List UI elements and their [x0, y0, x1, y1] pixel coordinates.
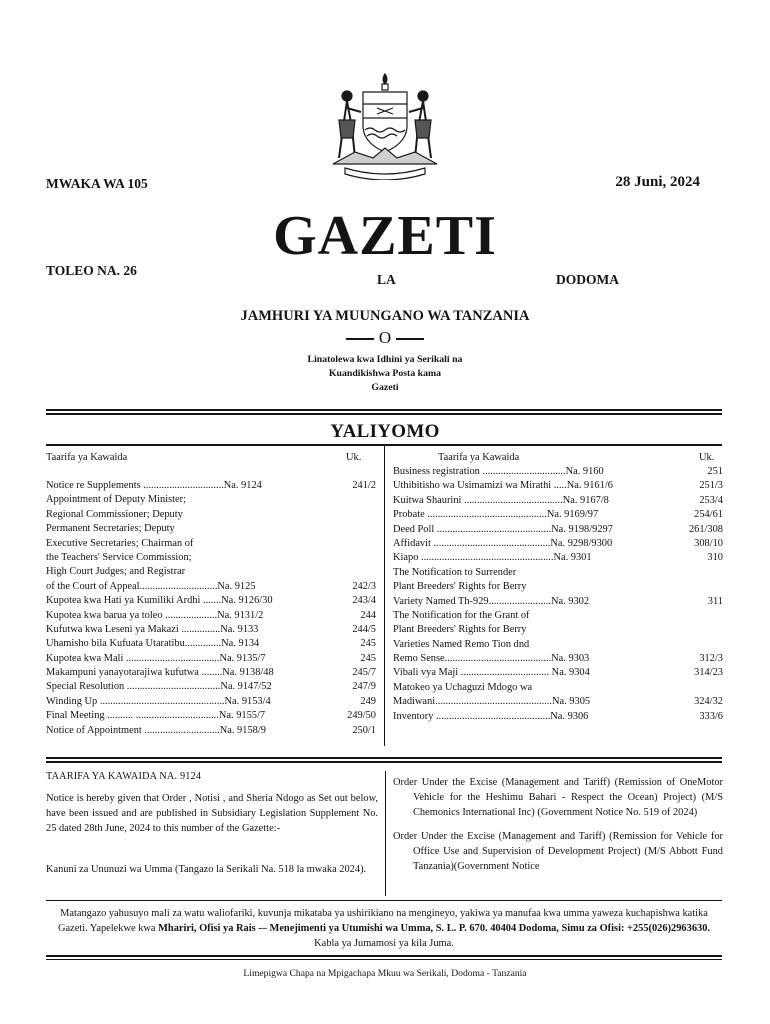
contents-entry-page: 250/1	[352, 724, 376, 736]
contents-entry-title: Remo Sense.........................................Na. 9303	[393, 653, 590, 665]
contents-entry	[393, 609, 723, 623]
contents-entry-page: 245	[360, 638, 376, 650]
contents-entry-title: Probate ..............................................Na. 9169/97	[393, 509, 599, 521]
contents-entry-title: The Notification for the Grant of	[393, 609, 530, 621]
contents-entry-page: 241/2	[352, 480, 376, 491]
contents-entry	[46, 479, 376, 493]
contents-entry-page: 254/61	[694, 509, 723, 521]
contents-entry	[46, 680, 376, 694]
left-column-page-header: Uk.	[346, 452, 362, 463]
contents-entry-title: Kupotea kwa Mali ....................................Na. 9135/7	[46, 652, 266, 664]
contents-entry-title: Notice of Appointment .............................Na. 9158/9	[46, 724, 266, 736]
contents-entry-title: Affidavit .............................................Na. 9298/9300	[393, 537, 613, 549]
footer-contact: Mhariri, Ofisi ya Rais -– Menejimenti ya Utumishi wa Umma, S. L. P. 670. 40404 Dodoma, Simu za Ofisi: +255(026)2963630.	[158, 923, 710, 934]
contents-entry-page: 311	[707, 595, 723, 607]
contents-entry-title: Special Resolution ....................................Na. 9147/52	[46, 681, 272, 693]
volume-year: MWAKA WA 105	[46, 176, 148, 191]
contents-entry	[46, 537, 376, 551]
contents-bottom-divider	[46, 757, 722, 759]
footer-divider	[46, 900, 722, 901]
notice-heading: TAARIFA YA KAWAIDA NA. 9124	[46, 771, 202, 782]
footer-notice-deadline: Kabla ya Jumamosi ya kila Juma.	[314, 938, 454, 949]
contents-entry-title: Varieties Named Remo Tion dnd	[393, 638, 530, 650]
contents-entry	[46, 724, 376, 738]
contents-entry	[46, 493, 376, 507]
contents-heading: YALIYOMO	[330, 421, 440, 442]
contents-entry-page: 244/5	[352, 623, 376, 635]
contents-entry-page: 245/7	[352, 667, 376, 679]
contents-entry-page: 243/4	[352, 595, 376, 607]
contents-entry-title: Vibali vya Maji .................................. Na. 9304	[393, 667, 590, 679]
contents-entry-title: Kufutwa kwa Leseni ya Makazi ...............Na. 9133	[46, 623, 259, 635]
contents-entry	[393, 595, 723, 609]
contents-entry-title: Regional Commissioner; Deputy	[46, 508, 183, 520]
orders-list	[393, 775, 723, 883]
registration-line: Gazeti	[371, 382, 399, 393]
contents-entry	[46, 594, 376, 608]
contents-entry-page: 308/10	[694, 537, 723, 549]
contents-entry	[46, 652, 376, 666]
contents-entry-title: of the Court of Appeal..............................Na. 9125	[46, 580, 256, 592]
ornament-letter: O	[378, 328, 392, 347]
contents-entry-page: 244	[360, 609, 376, 621]
footer-notice-text: Matangazo yahusuyo mali za watu waliofariki, kuvunja mikataba ya ushirikiano na mengineyo, yakiwa ya manufaa kwa umma yaweza kuchapishwa katika Gazeti. Yapelekwe kwa	[57, 908, 708, 934]
contents-entry-title: The Notification to Surrender	[393, 566, 517, 578]
registration-line: Kuandikishwa Posta kama	[328, 368, 442, 379]
contents-entry-title: Permanent Secretaries; Deputy	[46, 523, 175, 535]
contents-entry-page: 314/23	[694, 667, 723, 679]
top-divider	[46, 409, 722, 411]
contents-entry-title: Plant Breeders' Rights for Berry	[393, 581, 527, 593]
contents-entry	[46, 580, 376, 594]
contents-entry-page: 251	[707, 466, 723, 477]
contents-entry	[46, 522, 376, 536]
contents-entry-title: Matokeo ya Uchaguzi Mdogo wa	[393, 681, 533, 693]
contents-entry	[393, 695, 723, 709]
issue-date: 28 Juni, 2024	[615, 174, 700, 190]
contents-entry-page: 242/3	[352, 580, 376, 592]
left-column-header: Taarifa ya Kawaida	[46, 452, 128, 463]
contents-entry-page: 333/6	[699, 710, 723, 722]
contents-entry-page: 247/9	[352, 681, 376, 693]
registration-line: Linatolewa kwa Idhini ya Serikali na	[307, 354, 463, 365]
contents-entry	[393, 638, 723, 652]
contents-entry-title: Madiwani.............................................Na. 9305	[393, 696, 591, 708]
contents-entry-page: 245	[360, 652, 376, 664]
publication-place: DODOMA	[556, 272, 619, 287]
order-entry: Order Under the Excise (Management and Tariff) (Remission of OneMotor Vehicle for the Heshimu Bahari - Respect the Ocean) Project) (M/S Chemonics International Inc) (Government Notice No. 519 of 2024)	[393, 777, 723, 818]
coat-of-arms-emblem	[325, 68, 445, 180]
contents-entry-title: Business registration ................................Na. 9160	[393, 466, 604, 477]
right-column-page-header: Uk.	[699, 452, 715, 463]
contents-entry-page: 324/32	[694, 696, 723, 708]
contents-entry-title: Uhamisho bila Kufuata Utaratibu..............Na. 9134	[46, 638, 260, 650]
notice-regulation-item: Kanuni za Ununuzi wa Umma (Tangazo la Serikali Na. 518 la mwaka 2024).	[46, 864, 367, 875]
contents-entry	[393, 580, 723, 594]
contents-entry	[46, 609, 376, 623]
contents-entry	[393, 537, 723, 551]
contents-entry	[393, 566, 723, 580]
registration-statement	[0, 353, 770, 395]
contents-entry	[393, 666, 723, 680]
column-divider	[384, 444, 385, 746]
contents-entry	[393, 494, 723, 508]
contents-entry	[46, 637, 376, 651]
contents-entry	[46, 695, 376, 709]
contents-entry	[46, 623, 376, 637]
notice-body: Notice is hereby given that Order , Notisi , and Sheria Ndogo as Set out below, have been issued and are published in Subsidiary Legislation Supplement No. 25 dated 28th June, 2024 to this number of the Gazette:-	[46, 793, 378, 834]
contents-entry-title: Uthibitisho wa Usimamizi wa Mirathi .....Na. 9161/6	[393, 480, 613, 492]
contents-entry	[393, 465, 723, 479]
contents-entry-page: 249	[360, 695, 376, 707]
contents-list-left	[46, 479, 376, 738]
printer-divider	[46, 955, 722, 957]
contents-entry-page: 251/3	[699, 480, 723, 492]
printer-imprint: Limepigwa Chapa na Mpigachapa Mkuu wa Serikali, Dodoma - Tanzania	[243, 968, 527, 979]
contents-entry-page: 310	[707, 552, 723, 564]
contents-entry-title: High Court Judges; and Registrar	[46, 566, 186, 578]
contents-entry	[393, 551, 723, 565]
contents-entry	[393, 523, 723, 537]
contents-entry	[393, 681, 723, 695]
printer-divider	[46, 959, 722, 960]
contents-entry-title: Kupotea kwa Hati ya Kumiliki Ardhi .......Na. 9126/30	[46, 595, 273, 607]
contents-entry-title: Makampuni yanayotarajiwa kufutwa ........Na. 9138/48	[46, 667, 274, 679]
order-entry: Order Under the Excise (Management and Tariff) (Remission for Vehicle for Office Use and Supervision of Development Project) (M/S Abbott Fund Tanzania)(Government Notice	[393, 831, 723, 872]
contents-entry-title: Deed Poll ............................................Na. 9198/9297	[393, 523, 613, 535]
contents-entry	[46, 666, 376, 680]
contents-entry-title: Plant Breeders' Rights for Berry	[393, 624, 527, 636]
footer-notice	[46, 906, 722, 951]
contents-entry-title: Notice re Supplements ...............................Na. 9124	[46, 480, 262, 491]
contents-entry	[46, 709, 376, 723]
contents-entry	[46, 565, 376, 579]
contents-entry	[393, 623, 723, 637]
contents-bottom-divider	[46, 761, 722, 763]
contents-entry-title: Winding Up ................................................Na. 9153/4	[46, 695, 271, 707]
contents-entry	[393, 652, 723, 666]
contents-entry-title: the Teachers' Service Commission;	[46, 551, 192, 563]
contents-entry-title: Executive Secretaries; Chairman of	[46, 537, 194, 549]
contents-entry	[393, 710, 723, 724]
title-connector: LA	[377, 272, 396, 287]
contents-entry-page: 312/3	[699, 653, 723, 665]
gazette-title: GAZETI	[273, 205, 497, 267]
contents-entry-title: Variety Named Th-929........................Na. 9302	[393, 595, 590, 607]
contents-entry-title: Kuitwa Shaurini ......................................Na. 9167/8	[393, 494, 609, 506]
contents-entry-title: Kupotea kwa barua ya toleo ....................Na. 9131/2	[46, 609, 264, 621]
contents-list-right	[393, 465, 723, 724]
notice-column-divider	[385, 771, 386, 896]
issue-number: TOLEO NA. 26	[46, 263, 137, 278]
contents-entry-title: Kiapo ...................................................Na. 9301	[393, 552, 592, 564]
contents-entry	[46, 508, 376, 522]
right-column-header: Taarifa ya Kawaida	[438, 452, 520, 463]
contents-entry-title: Appointment of Deputy Minister;	[46, 494, 186, 506]
contents-entry	[393, 508, 723, 522]
title-ornament	[0, 326, 770, 350]
contents-entry	[393, 479, 723, 493]
contents-entry-page: 261/308	[688, 523, 723, 535]
contents-entry-title: Inventory ............................................Na. 9306	[393, 710, 589, 722]
contents-entry-page: 249/50	[347, 710, 376, 722]
contents-entry	[46, 551, 376, 565]
republic-name: JAMHURI YA MUUNGANO WA TANZANIA	[240, 308, 530, 324]
contents-entry-page: 253/4	[699, 494, 723, 506]
contents-entry-title: Final Meeting .......... ................................Na. 9155/7	[46, 710, 266, 722]
top-divider	[46, 413, 722, 415]
